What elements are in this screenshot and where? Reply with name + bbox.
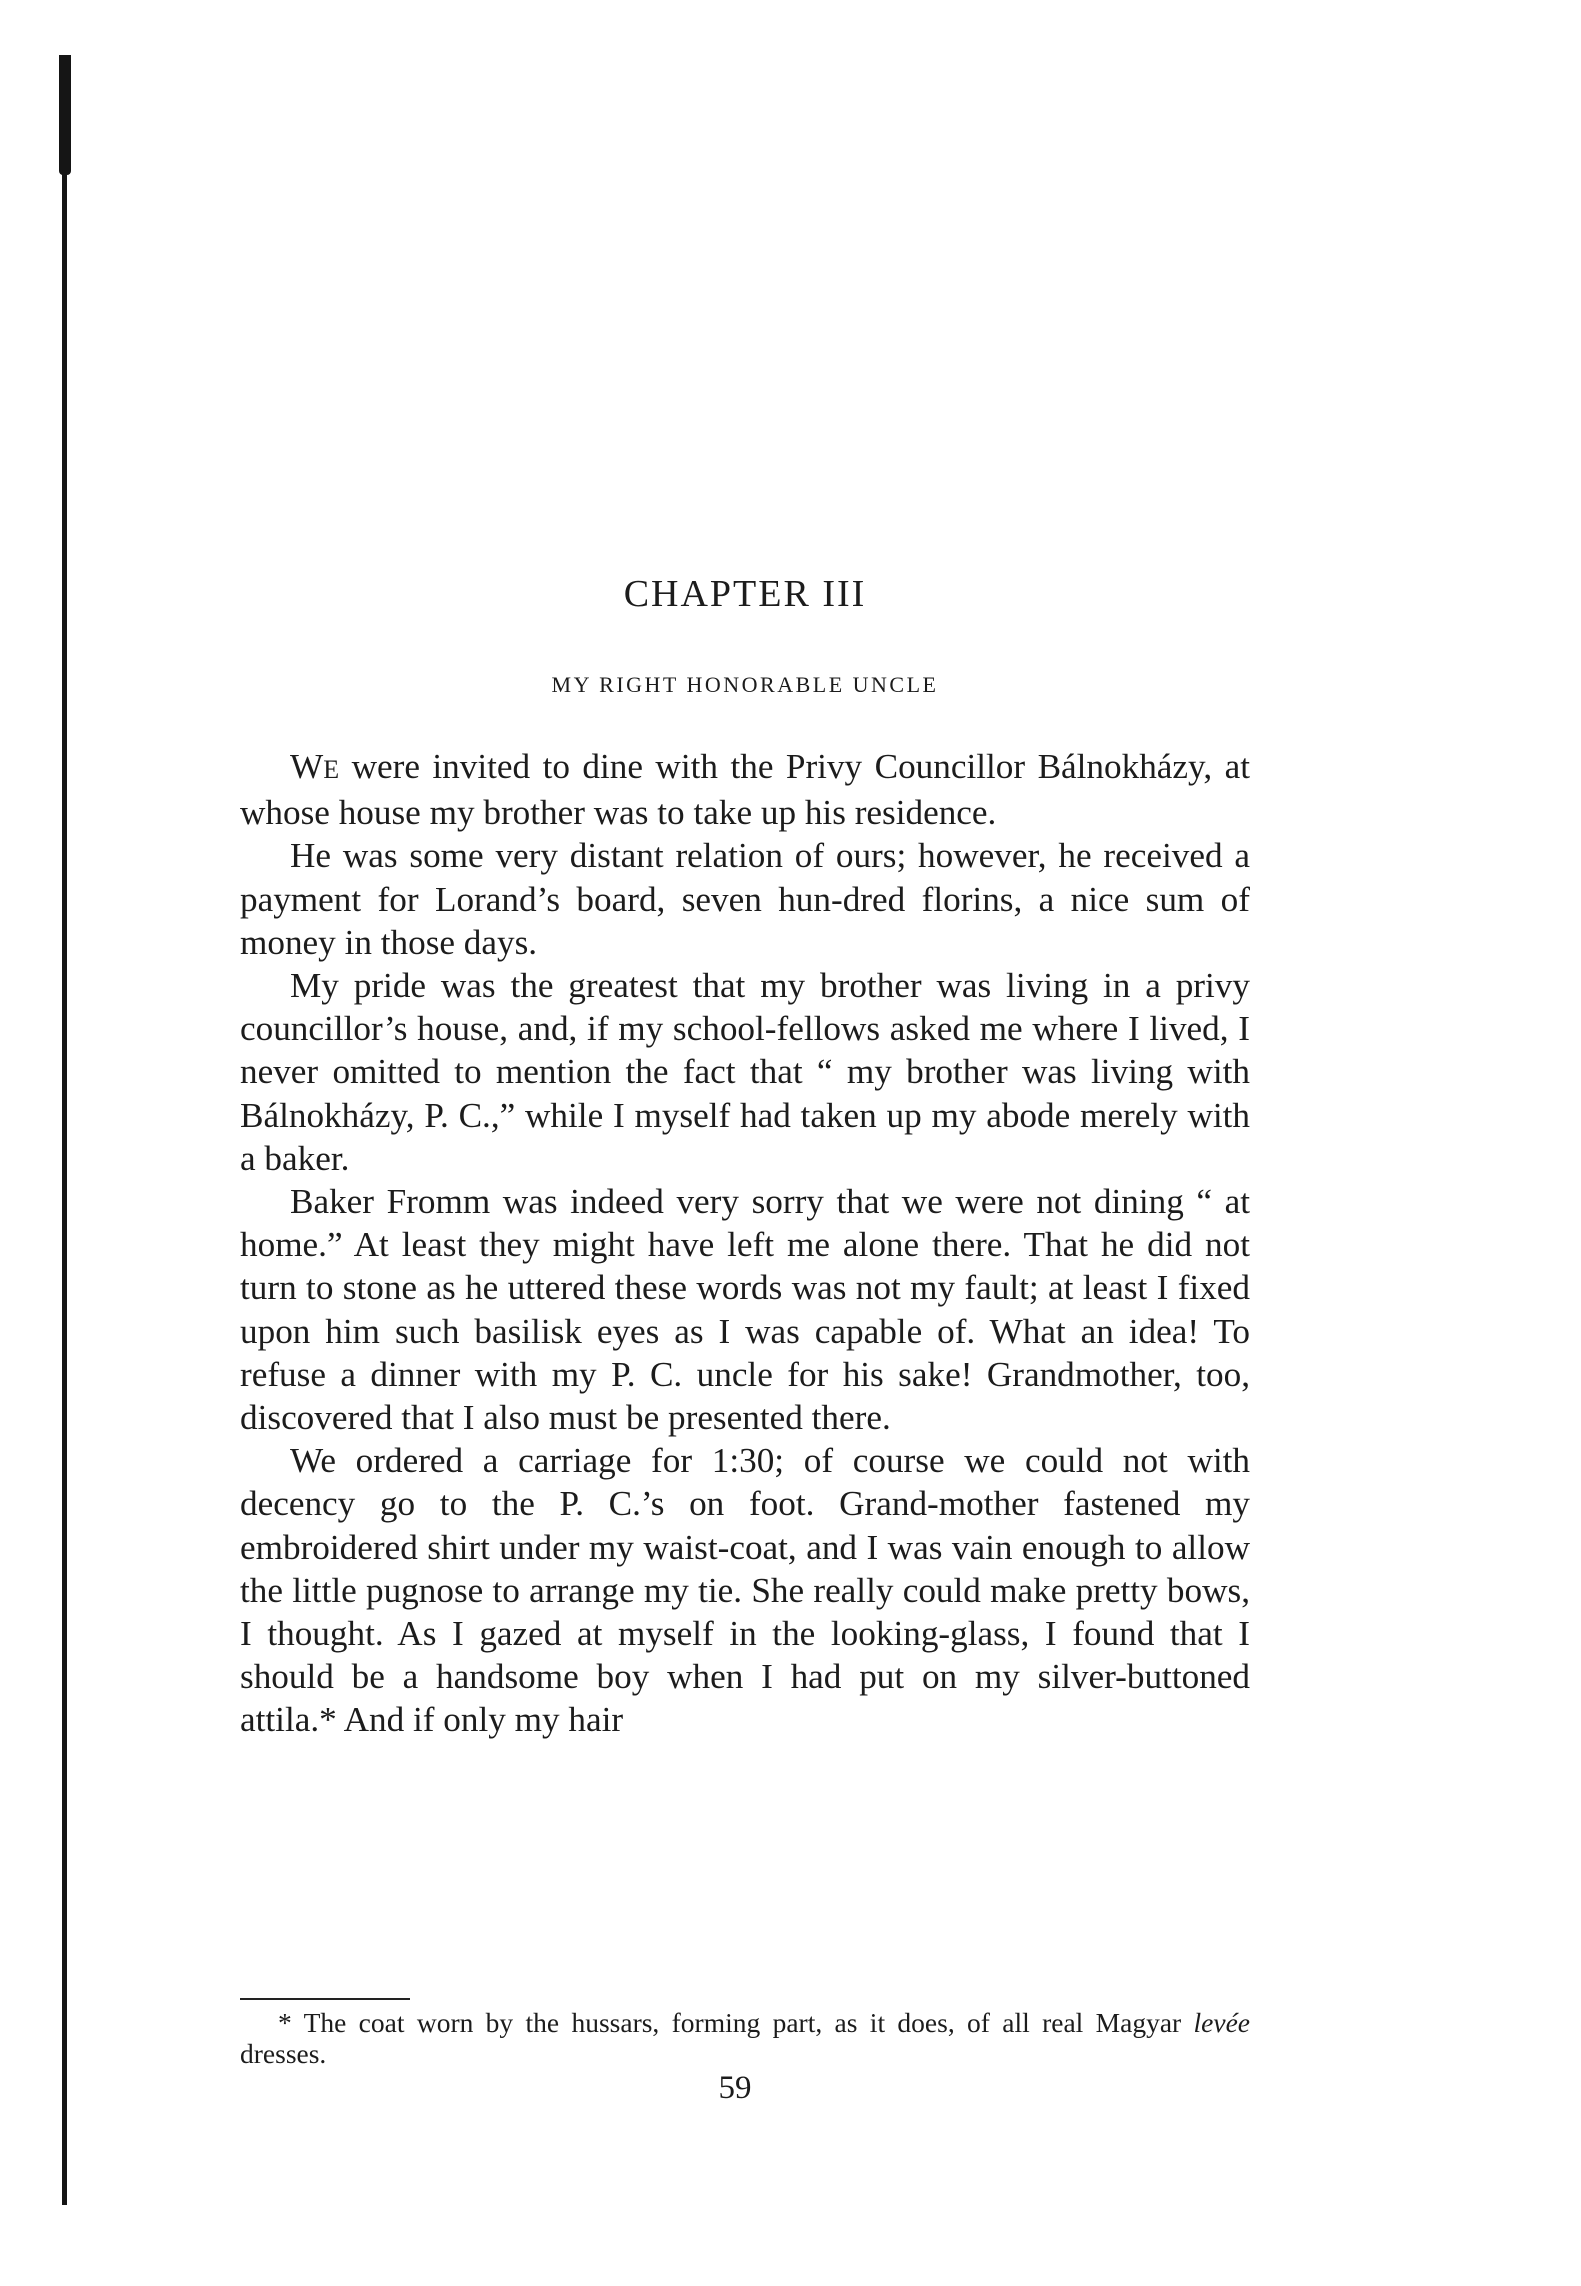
chapter-title: CHAPTER III — [623, 573, 867, 615]
paragraph — [240, 745, 1250, 834]
page-number: 59 — [718, 2070, 752, 2106]
paragraph: My pride was the greatest that my brother was living in a privy councillor’s house, and, if my school-fellows asked me where I lived, I never omitted to mention the fact that “ my brother was living with Bálnokházy, P. C.,” while I myself had taken up my abode merely with a baker. — [240, 966, 1250, 1178]
paragraph-smallcaps: E — [323, 755, 340, 784]
chapter-subtitle: MY RIGHT HONORABLE UNCLE — [551, 672, 939, 697]
footnote-divider — [240, 1998, 410, 2000]
paragraph-text: were invited to dine with the Privy Councillor Bálnokházy, at whose house my brother was to take up his residence. — [240, 747, 1250, 833]
footnote-text-end: dresses. — [240, 2038, 327, 2069]
paragraph: Baker Fromm was indeed very sorry that we were not dining “ at home.” At least they might have left me alone there. That he did not turn to stone as he uttered these words was not my fault; at least I fixed upon him such basilisk eyes as I was capable of. What an idea! To refuse a dinner with my P. C. uncle for his sake! Grandmother, too, discovered that I also must be presented there. — [240, 1182, 1250, 1438]
footnote-italic: levée — [1193, 2007, 1250, 2038]
chapter-body — [240, 745, 1250, 1742]
paragraph-initial: W — [290, 747, 324, 786]
page-binding-edge — [62, 55, 67, 2205]
footnote-text: * The coat worn by the hussars, forming part, as it does, of all real Magyar — [278, 2007, 1194, 2038]
paragraph: We ordered a carriage for 1:30; of course we could not with decency go to the P. C.’s on foot. Grand-mother fastened my embroidered shirt under my waist-coat, and I was vain enough to allow the little pugnose to arrange my tie. She really could make pretty bows, I thought. As I gazed at myself in the looking-glass, I found that I should be a handsome boy when I had put on my silver-buttoned attila.* And if only my hair — [240, 1441, 1250, 1740]
footnote — [240, 2007, 1250, 2069]
paragraph: He was some very distant relation of ours; however, he received a payment for Lorand’s board, seven hun-dred florins, a nice sum of money in those days. — [240, 836, 1250, 962]
